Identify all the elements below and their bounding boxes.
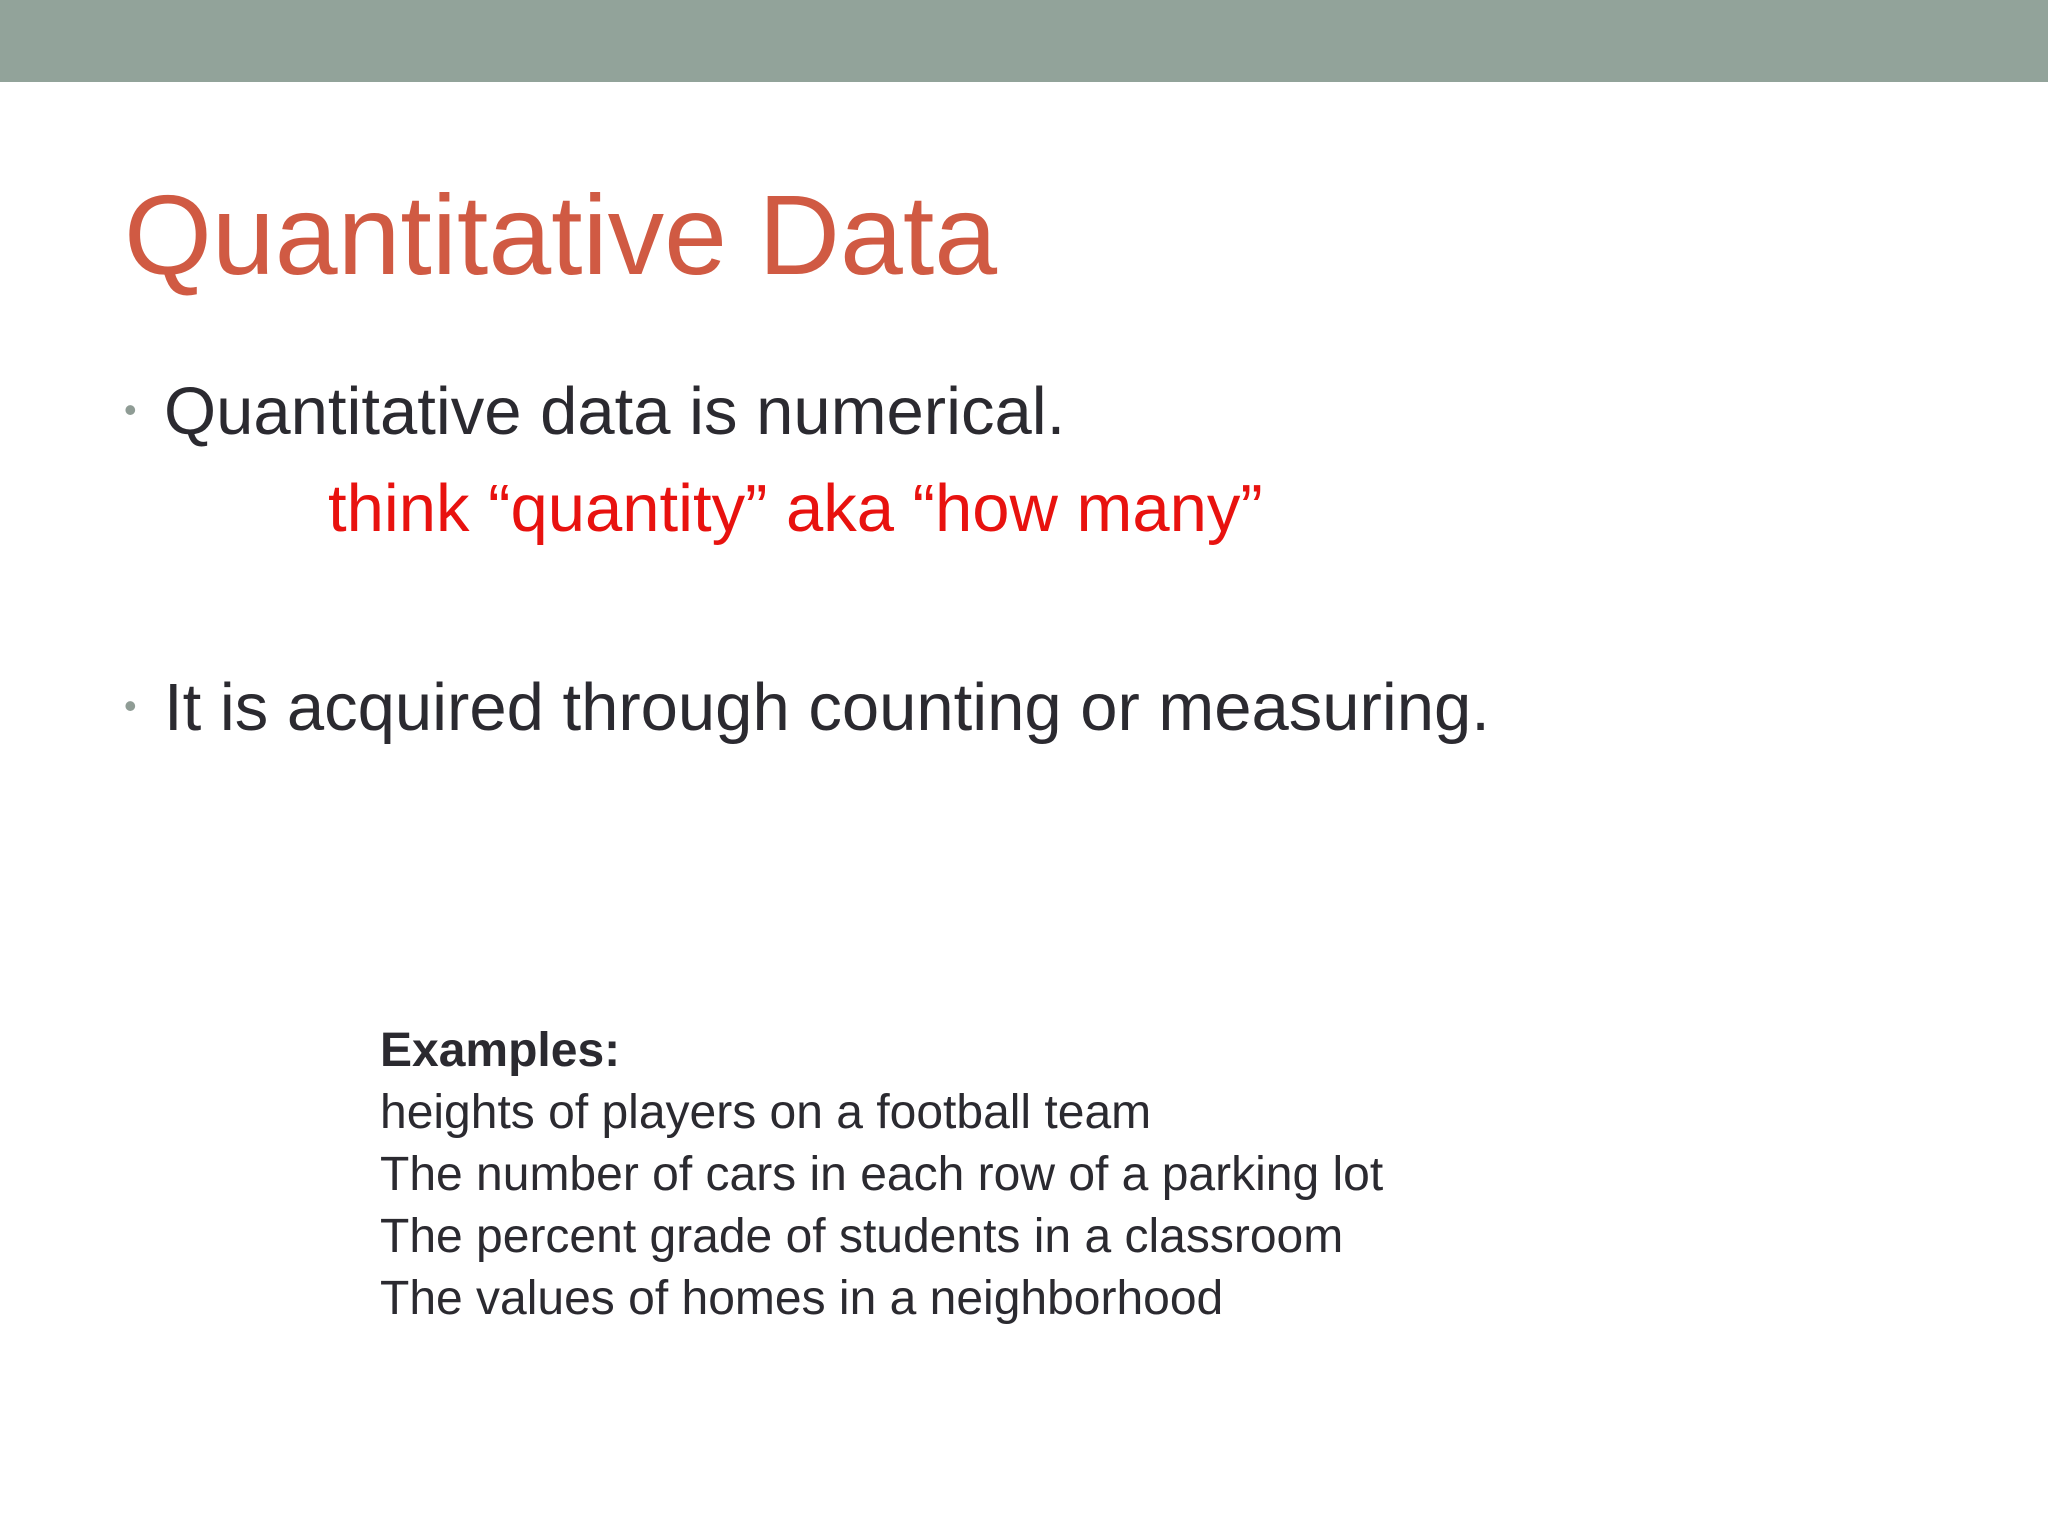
top-accent-bar bbox=[0, 0, 2048, 82]
examples-heading: Examples: bbox=[380, 1024, 621, 1077]
example-item: The values of homes in a neighborhood bbox=[380, 1272, 1224, 1325]
slide-title: Quantitative Data bbox=[124, 172, 998, 298]
bullet-dot-icon: • bbox=[124, 685, 137, 727]
bullet-text: It is acquired through counting or measuring. bbox=[164, 670, 1490, 745]
bullet-item-numerical bbox=[124, 372, 1065, 456]
example-item: The number of cars in each row of a parking lot bbox=[380, 1148, 1384, 1201]
bullet-dot-icon: • bbox=[124, 389, 137, 431]
examples-block bbox=[380, 1020, 1383, 1330]
quantity-note: think “quantity” aka “how many” bbox=[328, 471, 1263, 546]
bullet-item-acquired bbox=[124, 668, 1490, 752]
example-item: heights of players on a football team bbox=[380, 1086, 1152, 1139]
bullet-text: Quantitative data is numerical. bbox=[164, 374, 1066, 449]
example-item: The percent grade of students in a classroom bbox=[380, 1210, 1344, 1263]
